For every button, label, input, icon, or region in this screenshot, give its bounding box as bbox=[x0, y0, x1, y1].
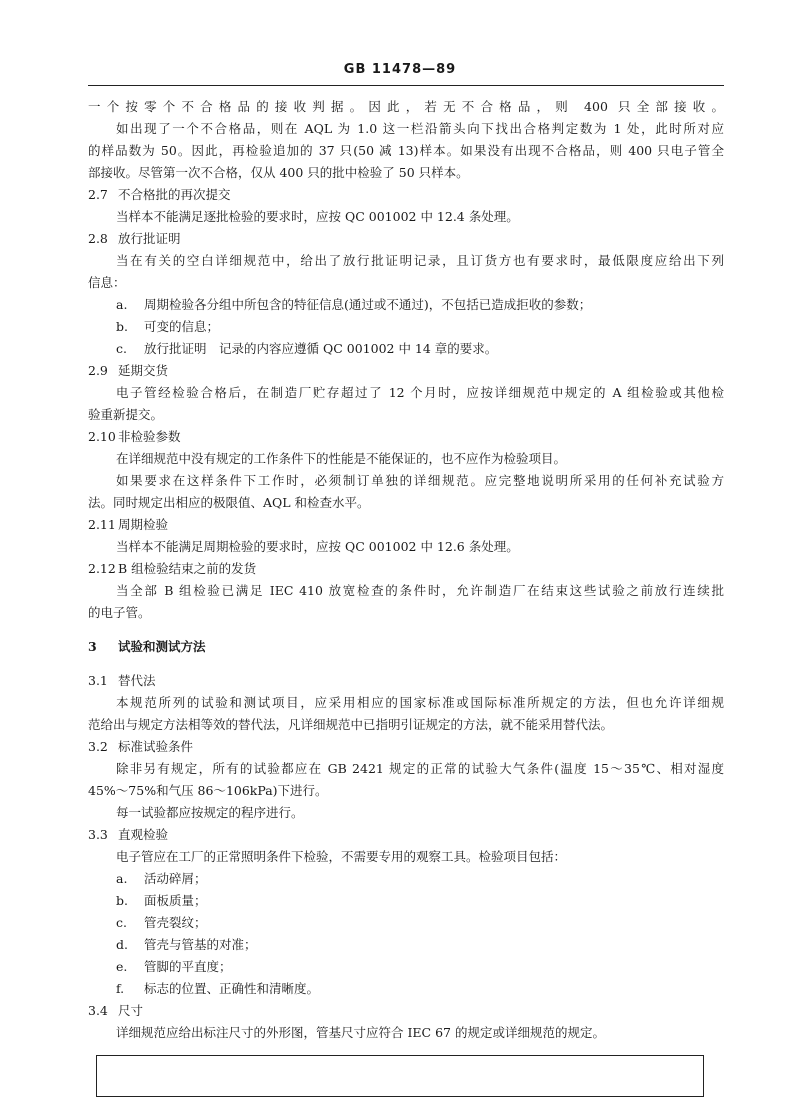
paragraph-line: 信息： bbox=[88, 275, 126, 290]
list-item bbox=[88, 868, 724, 890]
list-item-label: f. bbox=[116, 981, 125, 996]
list-item bbox=[88, 978, 724, 1000]
section-title: 直观检验 bbox=[118, 827, 169, 842]
paragraph-line: 电子管经检验合格后，在制造厂贮存超过了 12 个月时，应按详细规范中规定的 A 组检验或其他检 bbox=[116, 385, 724, 400]
list-item-label: d. bbox=[116, 937, 128, 952]
paragraph-line: 本规范所列的试验和测试项目，应采用相应的国家标准或国际标准所规定的方法，但也允许详细规 bbox=[116, 695, 724, 710]
section-title: 替代法 bbox=[118, 673, 156, 688]
paragraph-line: 当在有关的空白详细规范中，给出了放行批证明记录，且订货方也有要求时，最低限度应给出下列 bbox=[116, 253, 724, 268]
list-item-text: 管脚的平直度； bbox=[144, 959, 232, 974]
paragraph-line: 在详细规范中没有规定的工作条件下的性能是不能保证的，也不应作为检验项目。 bbox=[116, 451, 567, 466]
paragraph-line: 当样本不能满足逐批检验的要求时，应按 QC 001002 中 12.4 条处理。 bbox=[116, 209, 519, 224]
paragraph-line: 如出现了一个不合格品，则在 AQL 为 1.0 这一栏沿箭头向下找出合格判定数为 1 处，此时所对应 bbox=[116, 121, 724, 136]
section-title: 标准试验条件 bbox=[118, 739, 194, 754]
paragraph-line: 45%～75%和气压 86～106kPa)下进行。 bbox=[88, 783, 328, 798]
list-item bbox=[88, 294, 724, 316]
paragraph-line: 的样品数为 50。因此，再检验追加的 37 只(50 减 13)样本。如果没有出现不合格品，则 400 只电子管全 bbox=[88, 143, 724, 158]
subsection-heading bbox=[88, 426, 724, 448]
paragraph-line: 当全部 B 组检验已满足 IEC 410 放宽检查的条件时，允许制造厂在结束这些试验之前放行连续批 bbox=[116, 583, 724, 598]
document-body bbox=[88, 96, 724, 1044]
list-item-text: 可变的信息； bbox=[144, 319, 220, 334]
section-heading bbox=[88, 636, 724, 658]
paragraph-line: 验重新提交。 bbox=[88, 407, 164, 422]
paragraph-line: 一个按零个不合格品的接收判据。因此，若无不合格品，则 400 只全部接收。 bbox=[88, 99, 724, 114]
list-item bbox=[88, 890, 724, 912]
paragraph-line: 的电子管。 bbox=[88, 605, 151, 620]
list-item-text: 标志的位置、正确性和清晰度。 bbox=[144, 981, 320, 996]
section-title: B 组检验结束之前的发货 bbox=[118, 561, 257, 576]
spacer bbox=[88, 658, 724, 670]
subsection-heading bbox=[88, 228, 724, 250]
list-item-text: 放行批证明 记录的内容应遵循 QC 001002 中 14 章的要求。 bbox=[144, 341, 498, 356]
list-item bbox=[88, 956, 724, 978]
list-item-label: a. bbox=[116, 297, 128, 312]
section-number: 2.11 bbox=[88, 517, 116, 532]
subsection-heading bbox=[88, 360, 724, 382]
list-item-text: 管壳裂纹； bbox=[144, 915, 207, 930]
section-number: 3.2 bbox=[88, 739, 108, 754]
list-item bbox=[88, 934, 724, 956]
paragraph-line: 如果要求在这样条件下工作时，必须制订单独的详细规范。应完整地说明所采用的任何补充试验方 bbox=[116, 473, 724, 488]
list-item-text: 周期检验各分组中所包含的特征信息(通过或不通过)，不包括已造成拒收的参数； bbox=[144, 297, 592, 312]
section-number: 3 bbox=[88, 639, 97, 654]
list-item-text: 面板质量； bbox=[144, 893, 207, 908]
list-item-text: 活动碎屑； bbox=[144, 871, 207, 886]
section-number: 3.1 bbox=[88, 673, 108, 688]
list-item bbox=[88, 912, 724, 934]
subsection-heading bbox=[88, 736, 724, 758]
section-number: 2.12 bbox=[88, 561, 116, 576]
section-number: 2.8 bbox=[88, 231, 108, 246]
section-title: 放行批证明 bbox=[118, 231, 181, 246]
section-number: 2.7 bbox=[88, 187, 108, 202]
section-title: 非检验参数 bbox=[118, 429, 181, 444]
section-title: 尺寸 bbox=[118, 1003, 144, 1018]
list-item-text: 管壳与管基的对准； bbox=[144, 937, 257, 952]
section-number: 2.9 bbox=[88, 363, 108, 378]
section-title: 试验和测试方法 bbox=[118, 639, 206, 654]
paragraph-line: 范给出与规定方法相等效的替代法，凡详细规范中已指明引证规定的方法，就不能采用替代法。 bbox=[88, 717, 614, 732]
paragraph-line: 当样本不能满足周期检验的要求时，应按 QC 001002 中 12.6 条处理。 bbox=[116, 539, 519, 554]
paragraph-line: 除非另有规定，所有的试验都应在 GB 2421 规定的正常的试验大气条件(温度 15～35℃、相对湿度 bbox=[116, 761, 724, 776]
paragraph-line: 法。同时规定出相应的极限值、AQL 和检查水平。 bbox=[88, 495, 370, 510]
header-rule bbox=[88, 85, 724, 86]
list-item-label: b. bbox=[116, 319, 128, 334]
subsection-heading bbox=[88, 824, 724, 846]
subsection-heading bbox=[88, 558, 724, 580]
section-number: 2.10 bbox=[88, 429, 116, 444]
list-item-label: a. bbox=[116, 871, 128, 886]
list-item-label: c. bbox=[116, 915, 127, 930]
list-item-label: c. bbox=[116, 341, 127, 356]
list-item bbox=[88, 316, 724, 338]
list-item bbox=[88, 338, 724, 360]
spacer bbox=[88, 624, 724, 636]
paragraph-line: 电子管应在工厂的正常照明条件下检验，不需要专用的观察工具。检验项目包括： bbox=[116, 849, 567, 864]
section-number: 3.4 bbox=[88, 1003, 108, 1018]
subsection-heading bbox=[88, 670, 724, 692]
subsection-heading bbox=[88, 1000, 724, 1022]
document-code-header: GB 11478—89 bbox=[343, 62, 457, 77]
section-title: 周期检验 bbox=[118, 517, 169, 532]
section-title: 延期交货 bbox=[118, 363, 169, 378]
subsection-heading bbox=[88, 184, 724, 206]
subsection-heading bbox=[88, 514, 724, 536]
list-item-label: b. bbox=[116, 893, 128, 908]
section-number: 3.3 bbox=[88, 827, 108, 842]
list-item-label: e. bbox=[116, 959, 128, 974]
paragraph-line: 部接收。尽管第一次不合格，仅从 400 只的批中检验了 50 只样本。 bbox=[88, 165, 469, 180]
paragraph-line: 详细规范应给出标注尺寸的外形图，管基尺寸应符合 IEC 67 的规定或详细规范的规定。 bbox=[116, 1025, 605, 1040]
paragraph-line: 每一试验都应按规定的程序进行。 bbox=[116, 805, 304, 820]
section-title: 不合格批的再次提交 bbox=[118, 187, 231, 202]
